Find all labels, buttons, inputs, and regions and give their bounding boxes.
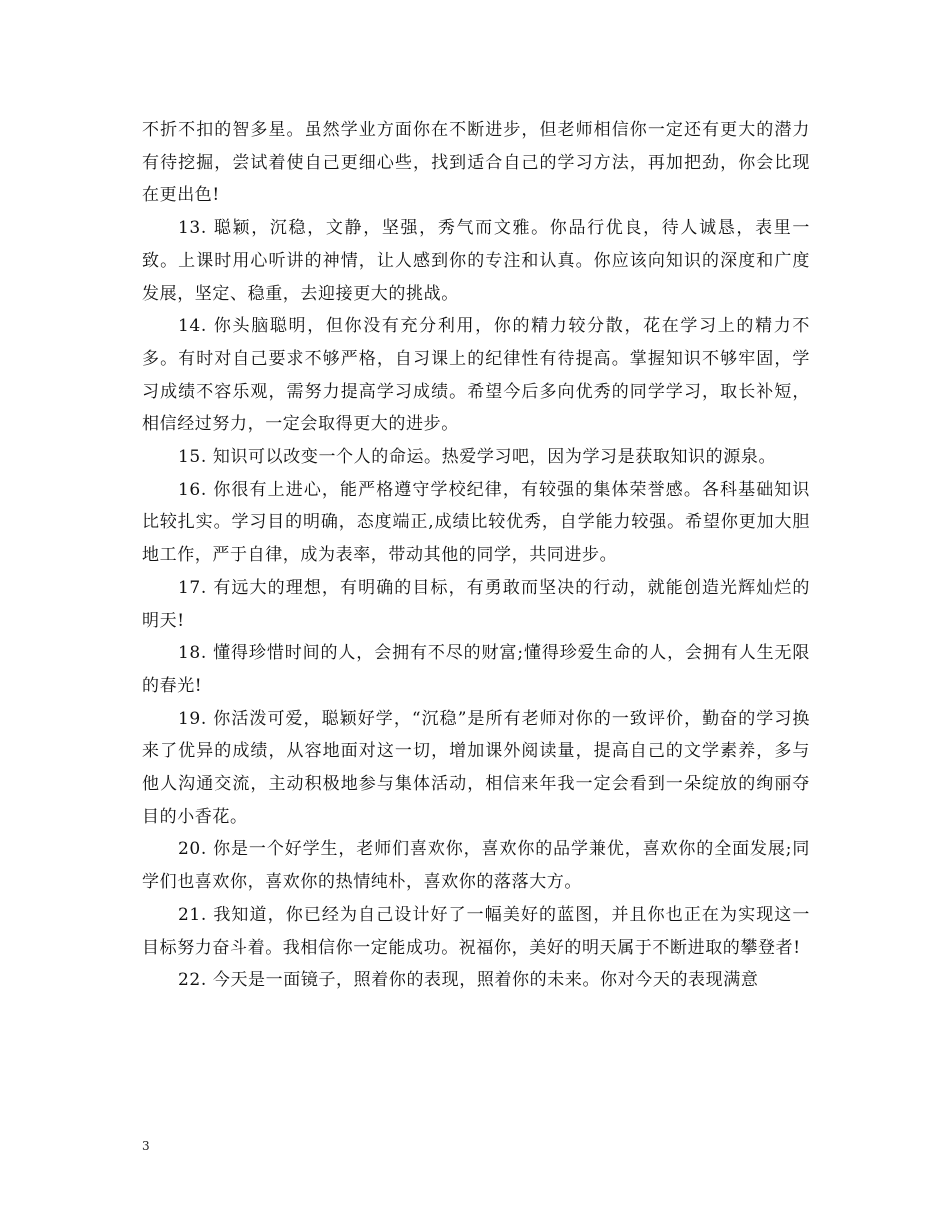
paragraph-16: 16. 你很有上进心，能严格遵守学校纪律，有较强的集体荣誉感。各科基础知识比较扎实。学习目的明确，态度端正,成绩比较优秀，自学能力较强。希望你更加大胆地工作，严于自律，成为表率，带动其他的同学，共同进步。 xyxy=(142,479,810,566)
paragraph-21: 21. 我知道，你已经为自己设计好了一幅美好的蓝图，并且你也正在为实现这一目标努力奋斗着。我相信你一定能成功。祝福你，美好的明天属于不断进取的攀登者! xyxy=(142,904,810,958)
paragraph-15: 15. 知识可以改变一个人的命运。热爱学习吧，因为学习是获取知识的源泉。 xyxy=(178,447,777,468)
paragraph-continuation: 不折不扣的智多星。虽然学业方面你在不断进步，但老师相信你一定还有更大的潜力有待挖掘，尝试着使自己更细心些，找到适合自己的学习方法，再加把劲，你会比现在更出色! xyxy=(142,120,810,206)
paragraph-20: 20. 你是一个好学生，老师们喜欢你，喜欢你的品学兼优，喜欢你的全面发展;同学们也喜欢你，喜欢你的热情纯朴，喜欢你的落落大方。 xyxy=(142,839,810,893)
paragraph-17: 17. 有远大的理想，有明确的目标，有勇敢而坚决的行动，就能创造光辉灿烂的明天! xyxy=(142,577,810,631)
paragraph-13: 13. 聪颖，沉稳，文静，坚强，秀气而文雅。你品行优良，待人诚恳，表里一致。上课时用心听讲的神情，让人感到你的专注和认真。你应该向知识的深度和广度发展，坚定、稳重，去迎接更大的挑战。 xyxy=(142,218,810,304)
page-number: 3 xyxy=(142,1139,150,1153)
paragraph-14: 14. 你头脑聪明，但你没有充分利用，你的精力较分散，花在学习上的精力不多。有时对自己要求不够严格，自习课上的纪律性有待提高。掌握知识不够牢固，学习成绩不容乐观，需努力提高学习成绩。希望今后多向优秀的同学学习，取长补短，相信经过努力，一定会取得更大的进步。 xyxy=(142,316,810,435)
paragraph-22: 22. 今天是一面镜子，照着你的表现，照着你的未来。你对今天的表现满意 xyxy=(178,970,759,991)
paragraph-19: 19. 你活泼可爱，聪颖好学，“沉稳”是所有老师对你的一致评价，勤奋的学习换来了优异的成绩，从容地面对这一切，增加课外阅读量，提高自己的文学素养，多与他人沟通交流，主动积极地参与集体活动，相信来年我一定会看到一朵绽放的绚丽夺目的小香花。 xyxy=(142,708,810,827)
paragraph-18: 18. 懂得珍惜时间的人，会拥有不尽的财富;懂得珍爱生命的人，会拥有人生无限的春光! xyxy=(142,643,810,696)
document-body xyxy=(142,114,810,997)
